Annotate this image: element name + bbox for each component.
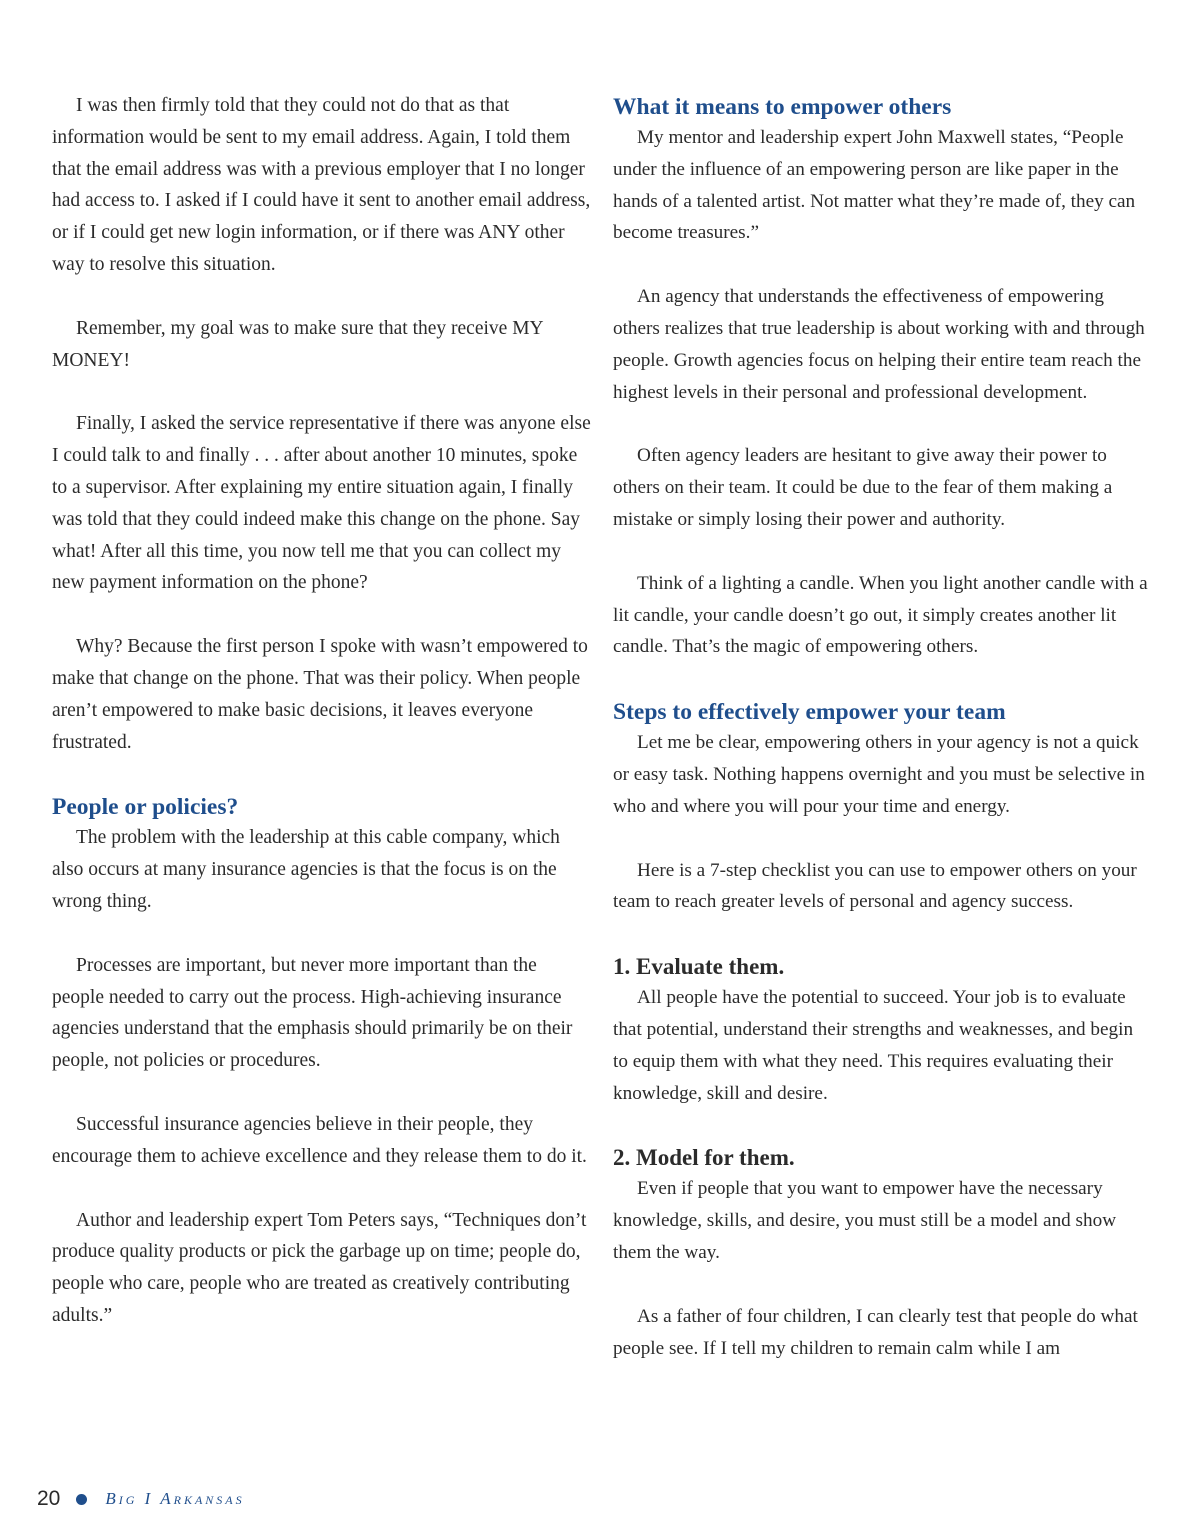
paragraph: Think of a lighting a candle. When you light another candle with a lit candle, your candle doesn’t go out, it simply creates another lit candle. That’s the magic of empowering others. — [613, 572, 1148, 658]
paragraph: Let me be clear, empowering others in your agency is not a quick or easy task. Nothing happens overnight and you must be selective in who and where you will pour your time and energy. — [613, 732, 1145, 817]
step-heading-evaluate: 1. Evaluate them. — [613, 954, 785, 980]
section-heading-people-or-policies: People or policies? — [52, 794, 239, 821]
section-heading-what-it-means: What it means to empower others — [613, 94, 952, 120]
paragraph: Finally, I asked the service representative if there was anyone else I could talk to and finally . . . after about another 10 minutes, spoke to a supervisor. After explaining my entire situation again, I finally was told that they could indeed make this change on the phone. Say what! After all this time, you now tell me that you can collect my new payment information on the phone? — [52, 413, 591, 594]
paragraph: As a father of four children, I can clearly test that people do what people see. If I tell my children to remain calm while I am — [613, 1305, 1138, 1359]
paragraph: Processes are important, but never more important than the people needed to carry out the process. High-achieving insurance agencies understand that the emphasis should primarily be on their people, not policies or procedures. — [52, 954, 573, 1072]
paragraph: Even if people that you want to empower have the necessary knowledge, skills, and desire, you must still be a model and show them the way. — [613, 1178, 1117, 1263]
paragraph: I was then firmly told that they could not do that as that information would be sent to my email address. Again, I told them that the email address was with a previous employer that I no longer had access to. I asked if I could have it sent to another email address, or if I could get new login information, or if there was ANY other way to resolve this situation. — [52, 95, 591, 275]
paragraph: Why? Because the first person I spoke with wasn’t empowered to make that change on the phone. That was their policy. When people aren’t empowered to make basic decisions, it leaves everyone frustrated. — [52, 636, 588, 753]
step-heading-model: 2. Model for them. — [613, 1145, 795, 1171]
paragraph: The problem with the leadership at this cable company, which also occurs at many insurance agencies is that the focus is on the wrong thing. — [52, 827, 560, 912]
paragraph: Often agency leaders are hesitant to give away their power to others on their team. It could be due to the fear of them making a mistake or simply losing their power and authority. — [613, 445, 1113, 530]
page-number: 20 — [37, 1487, 61, 1510]
bullet-dot-icon — [76, 1494, 87, 1505]
page-footer — [37, 1484, 245, 1514]
publication-name: Big I Arkansas — [105, 1489, 245, 1508]
paragraph: All people have the potential to succeed. Your job is to evaluate that potential, understand their strengths and weaknesses, and begin to equip them with what they need. This requires evaluating their knowledge, skill and desire. — [613, 987, 1134, 1104]
paragraph: Author and leadership expert Tom Peters says, “Techniques don’t produce quality products or pick the garbage up on time; people do, people who care, people who are treated as creatively contributing adults.” — [52, 1209, 587, 1326]
paragraph: Here is a 7-step checklist you can use to empower others on your team to reach greater levels of personal and agency success. — [613, 859, 1137, 913]
section-heading-steps: Steps to effectively empower your team — [613, 699, 1006, 726]
paragraph: My mentor and leadership expert John Maxwell states, “People under the influence of an empowering person are like paper in the hands of a talented artist. Not matter what they’re made of, they can become treasures.” — [613, 127, 1136, 244]
paragraph: Remember, my goal was to make sure that they receive MY MONEY! — [52, 317, 543, 371]
paragraph: Successful insurance agencies believe in their people, they encourage them to achieve excellence and they release them to do it. — [52, 1113, 587, 1167]
left-column — [52, 90, 592, 1364]
right-column — [613, 90, 1148, 1396]
paragraph: An agency that understands the effectiveness of empowering others realizes that true leadership is about working with and through people. Growth agencies focus on helping their entire team reach the highest levels in their personal and professional development. — [613, 286, 1145, 403]
